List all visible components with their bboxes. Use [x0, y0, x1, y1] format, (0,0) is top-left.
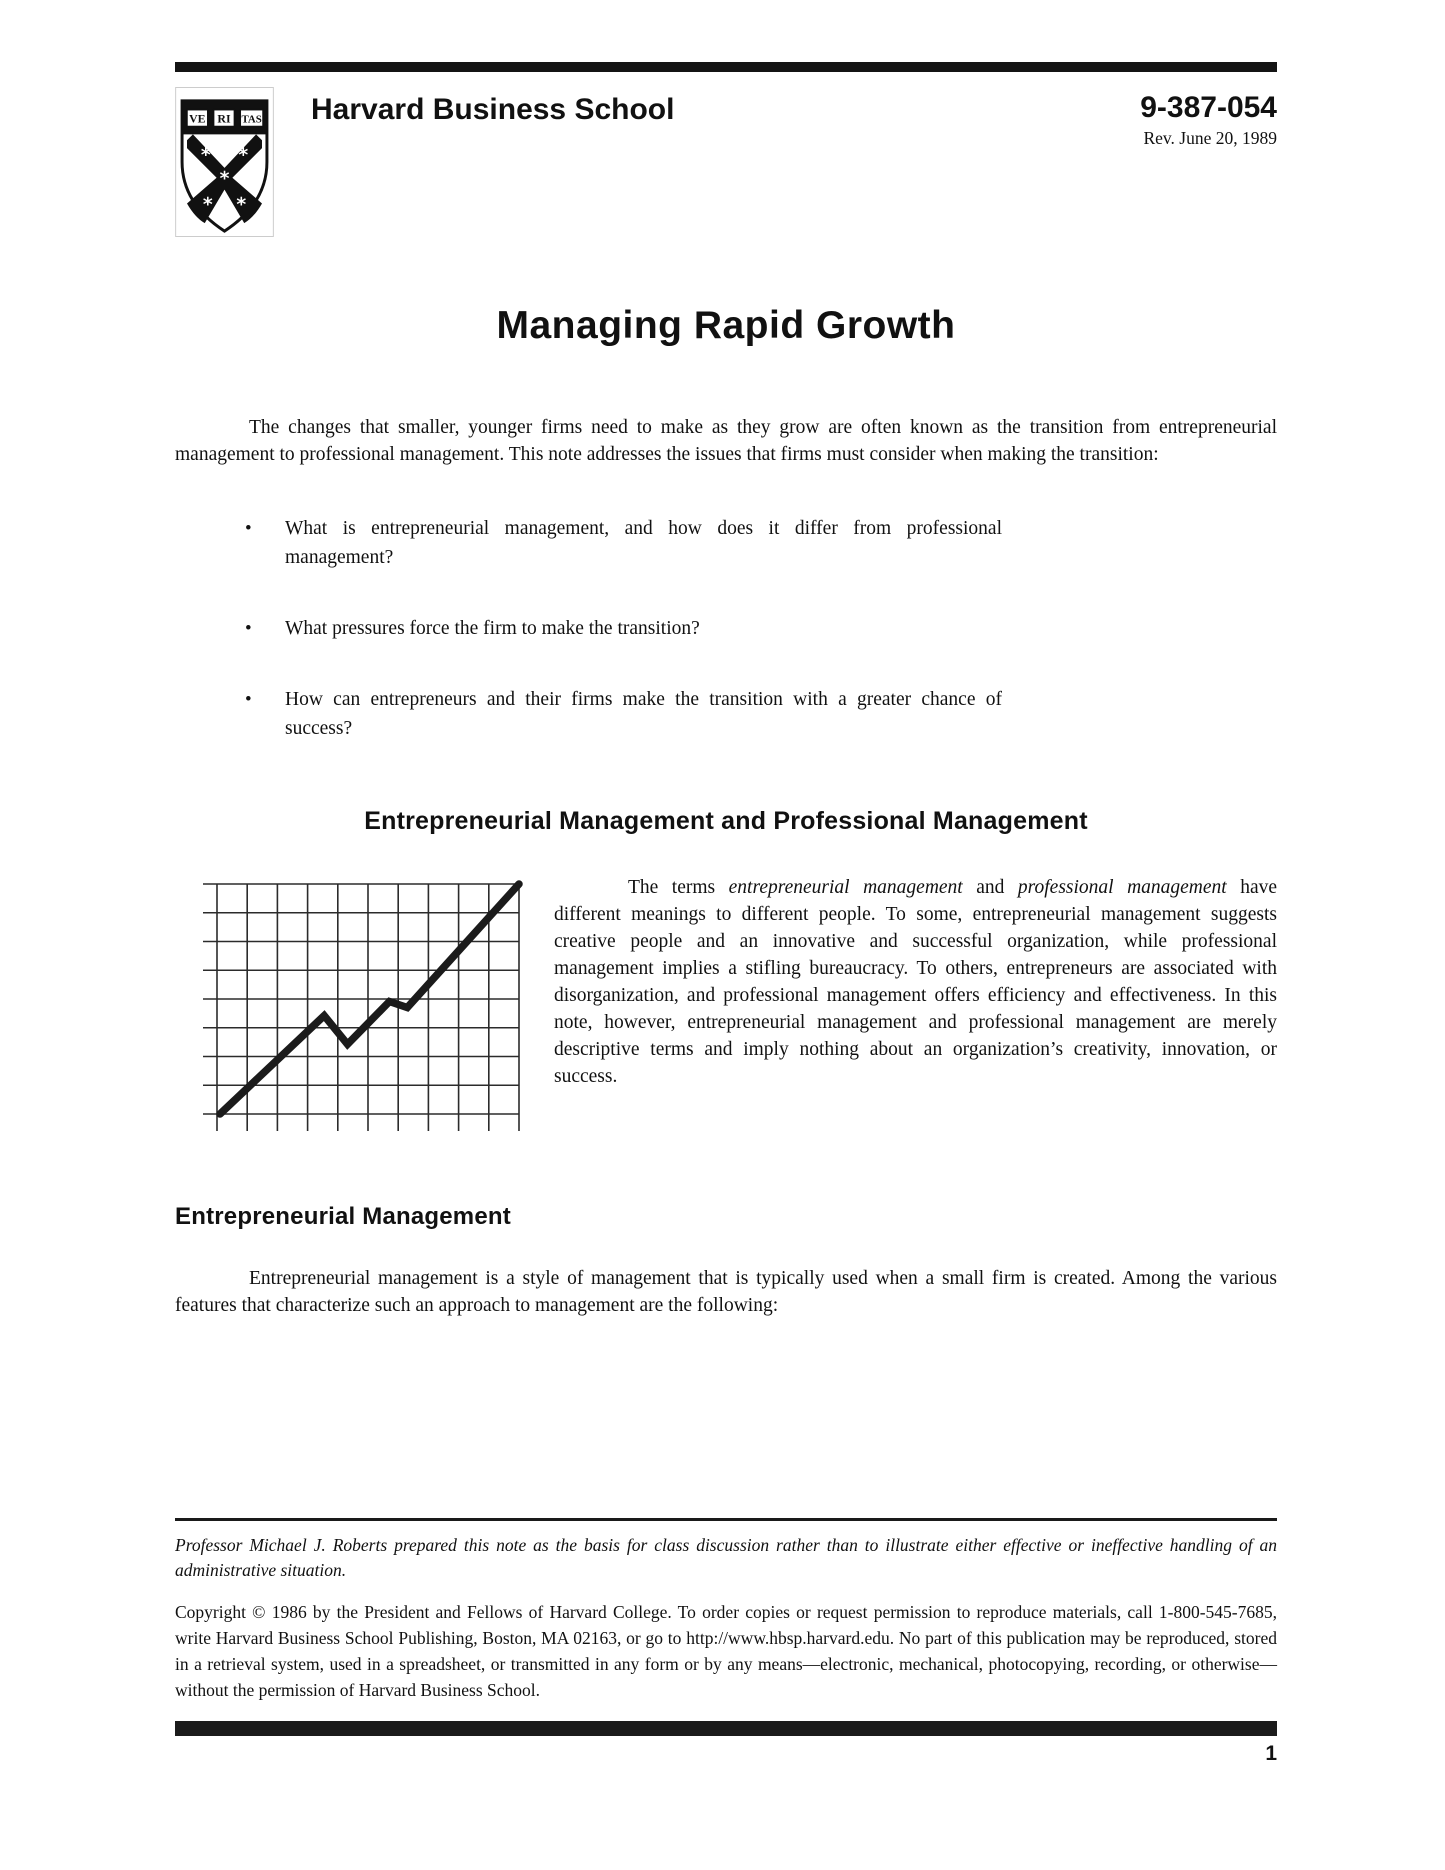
figure-block [175, 874, 1277, 1145]
footnote-text: Professor Michael J. Roberts prepared this note as the basis for class discussion rather than to illustrate either effective or ineffective handling of an administrative situation. [175, 1535, 1277, 1580]
svg-text:*: * [219, 168, 230, 190]
bullet-list [245, 514, 1002, 743]
svg-text:*: * [238, 145, 249, 167]
subsection-heading: Entrepreneurial Management [175, 1203, 511, 1230]
svg-text:*: * [200, 145, 211, 167]
bullet-text: What pressures force the firm to make the transition? [285, 618, 700, 639]
doc-info [1140, 87, 1277, 149]
header-rule-bar [175, 62, 1277, 72]
page-number: 1 [1265, 1742, 1277, 1765]
section-heading: Entrepreneurial Management and Professional Management [364, 807, 1088, 835]
subsection-paragraph: Entrepreneurial management is a style of management that is typically used when a small firm is created. Among the various features that characterize such an approach to management are the following: [175, 1268, 1277, 1316]
bullet-text: What is entrepreneurial management, and how does it differ from professional management? [285, 518, 1002, 568]
page-title: Managing Rapid Growth [496, 304, 956, 347]
terms-paragraph: The terms entrepreneurial management and professional management have different meanings to different people. To some, entrepreneurial management suggests creative people and an innovative and successful organization, while professional management implies a stifling bureaucracy. To others, entrepreneurs are associated with disorganization, and professional management offers efficiency and effectiveness. In this note, however, entrepreneurial management and professional management are merely descriptive terms and imply nothing about an organization’s creativity, innovation, or success. [554, 877, 1277, 1087]
growth-chart-figure [201, 878, 523, 1145]
bullet-icon: • [245, 689, 252, 710]
document-header [175, 87, 1277, 242]
svg-text:RI: RI [217, 111, 231, 126]
school-name: Harvard Business School [311, 93, 675, 126]
bullet-item [245, 685, 1002, 743]
bullet-text: How can entrepreneurs and their firms make the transition with a greater chance of success? [285, 689, 1002, 739]
intro-paragraph: The changes that smaller, younger firms need to make as they grow are often known as the transition from entrepreneurial management to professional management. This note addresses the issues that firms must consider when making the transition: [175, 417, 1277, 465]
doc-number: 9-387-054 [1140, 91, 1277, 124]
bullet-item [245, 614, 1002, 643]
svg-text:*: * [236, 194, 247, 216]
bullet-icon: • [245, 618, 252, 639]
footer-block [175, 1518, 1277, 1766]
shield-logo-svg [175, 87, 274, 237]
bullet-icon: • [245, 518, 252, 539]
svg-text:TAS: TAS [241, 113, 262, 126]
copyright-text: Copyright © 1986 by the President and Fellows of Harvard College. To order copies or request permission to reproduce materials, call 1-800-545-7685, write Harvard Business School Publishing, Boston, MA 02163, or go to http://www.hbsp.harvard.edu. No part of this publication may be reproduced, stored in a retrieval system, used in a spreadsheet, or transmitted in any form or by any means—electronic, mechanical, photocopying, recording, or otherwise—without the permission of Harvard Business School. [175, 1602, 1277, 1700]
revision-date: Rev. June 20, 1989 [1143, 128, 1277, 148]
growth-chart-svg [201, 878, 523, 1140]
svg-text:*: * [202, 194, 213, 216]
bullet-item [245, 514, 1002, 572]
svg-text:VE: VE [189, 111, 206, 126]
footnote-rule [175, 1518, 1277, 1521]
hbs-shield-icon [175, 87, 274, 242]
bottom-rule-bar [175, 1721, 1277, 1736]
veritas-motto [187, 110, 263, 127]
